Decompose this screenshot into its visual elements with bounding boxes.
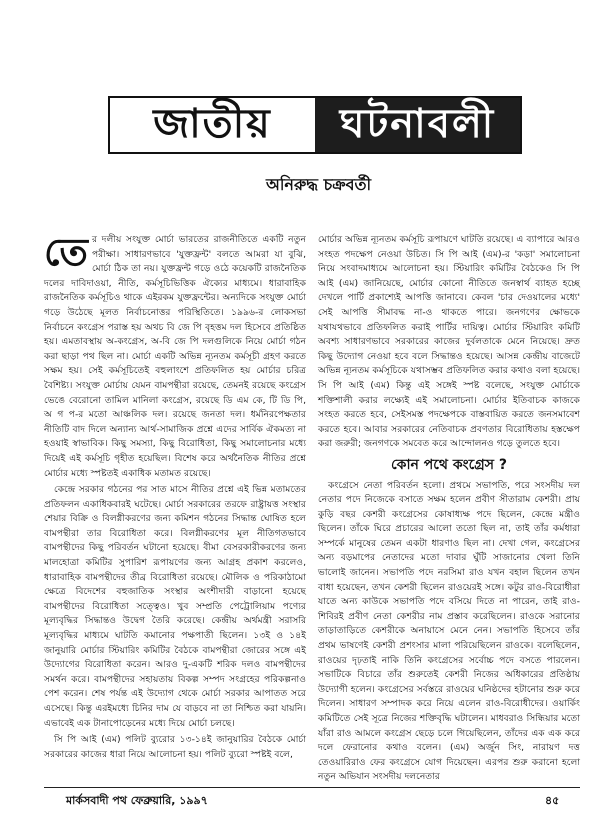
title-left-word: জাতীয় [153, 100, 272, 147]
drop-cap: তে [44, 230, 88, 274]
paragraph: সি পি আই (এম) পলিট ব্যুরোর ১৩-১৪ই জানুয়ারির বৈঠকে মোর্চা সরকারের কাজের ধারা নিয়ে আলোচনা হয়। পলিট ব্যুরো স্পষ্টই বলে, [44, 734, 306, 760]
paragraph [44, 230, 306, 481]
title-right-word: ঘটনাবলী [315, 98, 520, 152]
section-subheading: কোন পথে কংগ্রেস ? [390, 456, 507, 473]
paragraph: কেন্দ্রে সরকার গঠনের পর সাত মাসে নীতির প্রশ্নে এই ভিন্ন মতামতের প্রতিফলন একাধিকবারই ঘটেছে। মোর্চা সরকারের তরফে রাষ্ট্রায়ত্ত সংস্থার শেয়ার বিক্রি ও বিলগ্নীকরণের জন্য কমিশন গঠনের সিদ্ধান্ত ঘোষিত হলে বামপন্থীরা তার বিরোধিতা করে। বিলগ্নীকরণের মূল নীতিগতভাবে বামপন্থীদের কিছু পরিবর্তন ঘটানো হয়েছে। বীমা বেসরকারীকরণের জন্য মালহোত্রা কমিটির সুপারিশ রূপায়ণের জন্য আগ্রহ প্রকাশ করলেও, ধারাবাহিক বামপন্থীদের তীব্র বিরোধিতা রয়েছে। মৌলিক ও পরিকাঠামো ক্ষেত্রে বিদেশের বহুজাতিক সংস্থার অংশীদারী বাড়ানো হয়েছে বামপন্থীদের বিরোধিতা সত্ত্বেও। খুব সম্প্রতি পেট্রোলিয়াম পণ্যের মূল্যবৃদ্ধির সিদ্ধান্তও উদ্বেগ তৈরি করেছে। কেন্দ্রীয় অর্থমন্ত্রী সরাসরি মূল্যবৃদ্ধির মাধ্যমে ঘাটতি কমানোর পক্ষপাতী ছিলেন। ১৩ই ও ১৪ই জানুয়ারি মোর্চার স্টিয়ারিং কমিটির বৈঠকে বামপন্থীরা জোরের সঙ্গে এই উদ্যোগের বিরোধিতা করেন। আরও দু-একটি শরিক দলও বামপন্থীদের সমর্থন করে। বামপন্থীদের সহায়তায় বিকল্প সম্পদ সংগ্রহের পরিকল্পনাও পেশ করেন। শেষ পর্যন্ত এই উদ্যোগ থেকে মোর্চা সরকার আপাতত সরে এসেছে। কিন্তু এরইমধ্যে চিনির দাম যে বাড়বে না তা নিশ্চিত করা যায়নি। এভাবেই এক টানাপোড়েনের মধ্যে দিয়ে মোর্চা চলছে। [44, 484, 306, 729]
paragraph: কংগ্রেসে নেতা পরিবর্তন হলো। প্রথমে সভাপতি, পরে সংসদীয় দল নেতার পদে নিজেকে বসাতে সক্ষম হলেন প্রবীণ সীতারাম কেশরী। প্রায় কুড়ি বছর কেশরী কংগ্রেসের কোষাধ্যক্ষ পদে ছিলেন, কেন্দ্রে মন্ত্রীও ছিলেন। তাঁকে ঘিরে প্রচারের আলো ততো ছিল না, তাই তাঁর কর্মধারা সম্পর্কে মানুষের তেমন একটা ধারণাও ছিল না। দেখা গেল, কংগ্রেসের অন্য বড়মাপের নেতাদের মতো দাবার ঘুঁটি সাজানোর খেলা তিনি ভালোই জানেন। সভাপতি পদে নরসিমা রাও যখন বহাল ছিলেন তখন বাধা হয়েছেন, তখন কেশরী ছিলেন রাওয়েরই সঙ্গে। কটুর রাও-বিরোধীরা যাতে অন্য কাউকে সভাপতি পদে বসিয়ে দিতে না পারেন, তাই রাও-শিবিরই প্রবীণ নেতা কেশরীর নাম প্রস্তাব করেছিলেন। রাওকে সরানোর তাড়াতাড়িতে কেশরীকে অনায়াসে মেনে নেন। সভাপতি হিসেবে তাঁর প্রথম ভাষণেই কেশরী প্রশংসার মালা পরিয়েছিলেন রাওকে। বলেছিলেন, রাওয়ের দৃঢ়তাই নাকি তিনি কংগ্রেসের সর্বোচ্চ পদে বসতে পারলেন। সভাটিকে বিচারে তাঁর শুরুতেই কেশরী নিজের অধিকারের প্রতিষ্ঠায় উদ্যোগী হলেন। কংগ্রেসের সর্বস্তরে রাওয়ের ঘনিষ্ঠদের হটানোর শুরু করে দিলেন। সাধারণ সম্পাদক করে নিয়ে এলেন রাও-বিরোধীদের। ওয়ার্কিং কমিটিতে সেই সূত্রে নিজের শক্তিবৃদ্ধি ঘটালেন। মাধবরাও সিন্ধিয়ার মতো যাঁরা রাও আমলে কংগ্রেস ছেড়ে চলে গিয়েছিলেন, তাঁদের এক এক করে দলে ফেরানোর কথাও বলেন। (এম) অর্জুন সিং, নারায়ণ দত্ত তেওয়ারিরাও ফের কংগ্রেসে যোগ দিয়েছেন। এরপর শুরু করানো হলো নতুন অভিযান সংসদীয় দলনেতার [318, 479, 580, 783]
right-column [318, 233, 580, 787]
page-number: ৪৫ [545, 794, 560, 807]
paragraph-text: র দলীয় সংযুক্ত মোর্চা ভারতের রাজনীতিতে একটি নতুন পরীক্ষা। সাধারণভাবে 'যুক্তফ্রন্ট' বলতে আমরা যা বুঝি, মোর্চা ঠিক তা নয়। যুক্তফ্রন্ট গড়ে ওঠে কয়েকটি রাজনৈতিক দলের দাবিদাওয়া, নীতি, কর্মসূচিভিত্তিক ঐক্যের মাধ্যমে। ধারাবাহিক রাজনৈতিক কর্মসূচিও থাকে এইরকম যুক্তফ্রন্টের। অন্যদিকে সংযুক্ত মোর্চা গড়ে উঠেছে মূলত নির্বাচনোত্তর পরিস্থিতিতে। ১৯৯৬-র লোকসভা নির্বাচনে কংগ্রেস পরাস্ত হয় অথচ বি জে পি বৃহত্তম দল হিসেবে প্রতিষ্ঠিত হয়। এমতাবস্থায় অ-কংগ্রেস, অ-বি জে পি দলগুলিকে নিয়ে মোর্চা গঠন করা ছাড়া পথ ছিল না। মোর্চা একটি অভিন্ন ন্যূনতম কর্মসূচী গ্রহণ করতে সক্ষম হয়। সেই কর্মসূচিতেই বহুলাংশে প্রতিফলিত হয় মোর্চার চরিত্র বৈশিষ্ট্য। সংযুক্ত মোর্চায় যেমন বামপন্থীরা রয়েছে, তেমনই রয়েছে কংগ্রেস ভেঙে বেরোনো তামিল মানিলা কংগ্রেস, রয়েছে ডি এম কে, টি ডি পি, অ গ প-র মতো আঞ্চলিক দল। রয়েছে জনতা দল। ধর্মনিরপেক্ষতার নীতিটি বাদ দিলে অন্যান্য আর্থ-সামাজিক প্রশ্নে এদের সার্বিক ঐকমত্য না হওয়াই স্বাভাবিক। কিছু সমস্যা, কিছু বিরোধিতা, কিছু সমালোচনার মধ্যে দিয়েই এই কর্মসূচি গৃহীত হয়েছিল। বিশেষ করে অর্থনৈতিক নীতির প্রশ্নে মোর্চার মধ্যে স্পষ্টতই একাধিক মতামত রয়েছে। [44, 234, 306, 479]
paragraph: মোর্চার অভিন্ন ন্যূনতম কর্মসূচি রূপায়ণে ঘাটতি রয়েছে। এ ব্যাপারে আরও সংহত পদক্ষেপ নেওয়া উচিত। সি পি আই (এম)-র 'কড়া' সমালোচনা নিয়ে সংবাদমাধ্যমে আলোচনা হয়। স্টিয়ারিং কমিটির বৈঠকেও সি পি আই (এম) জানিয়েছে, মোর্চার কোনো নীতিতে জনস্বার্থ ব্যাহত হচ্ছে দেখলে পার্টি প্রকাশ্যেই আপত্তি জানাবে। কেবল 'চার দেওয়ালের মধ্যে' সেই আপত্তি সীমাবদ্ধ না-ও থাকতে পারে। জনগণের ক্ষোভকে যথাযথভাবে প্রতিফলিত করাই পার্টির দায়িত্ব। মোর্চার স্টিয়ারিং কমিটি অবশ্য সাধারণভাবে সরকারের কাজের দুর্বলতাকে মেনে নিয়েছে। দ্রুত কিছু উদ্যোগ নেওয়া হবে বলে সিদ্ধান্তও হয়েছে। আসন্ন কেন্দ্রীয় বাজেটে অভিন্ন ন্যূনতম কর্মসূচিকে যথাসম্ভব প্রতিফলিত করার কথাও বলা হয়েছে। সি পি আই (এম) কিন্তু এই সঙ্গেই স্পষ্ট বলেছে, সংযুক্ত মোর্চাকে শক্তিশালী করার লক্ষ্যেই এই সমালোচনা। মোর্চার ইতিবাচক কাজকে সংহত করতে হবে, সেইসমস্ত পদক্ষেপকে বাস্তবায়িত করতে জনসমাবেশ করতে হবে। আবার সরকারের নেতিবাচক প্রবণতার বিরোধিতায় হস্তক্ষেপ করা জরুরী; জনগণকে সমবেত করে আন্দোলনও গড়ে তুলতে হবে। [318, 234, 580, 450]
left-column [44, 230, 306, 764]
section-title-banner [108, 96, 522, 154]
footer-publication: মার্কসবাদী পথ ফেব্রুয়ারি, ১৯৯৭ [66, 794, 208, 807]
footer-divider [44, 787, 580, 788]
author-byline: অনিরুদ্ধ চক্রবর্তী [266, 175, 372, 194]
